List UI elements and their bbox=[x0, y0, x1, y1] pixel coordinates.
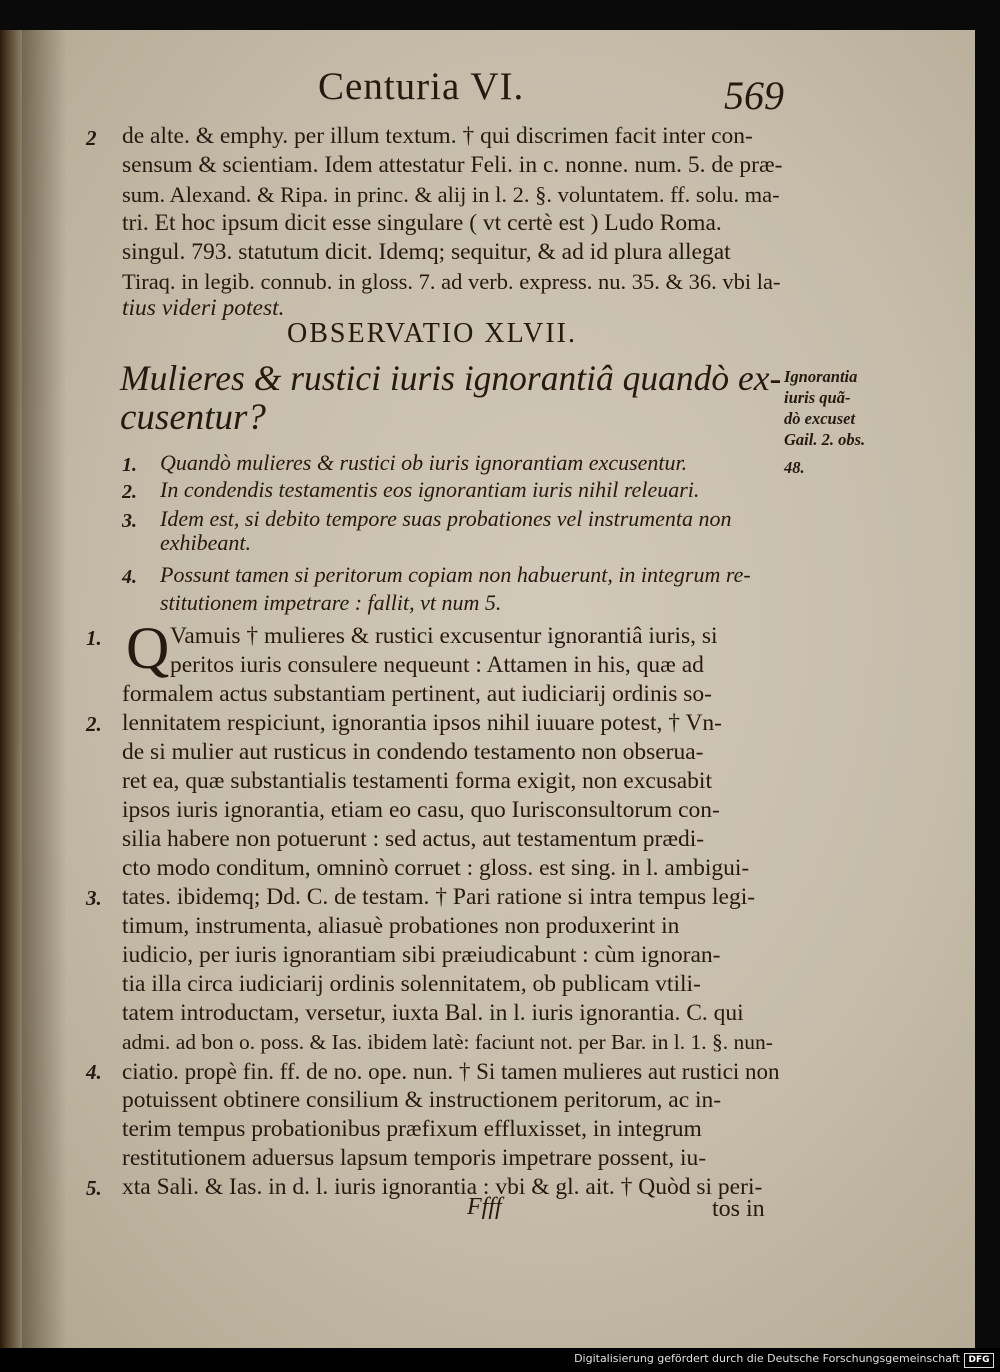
summary-line: Possunt tamen si peritorum copiam non habuerunt, in integrum re- bbox=[160, 562, 751, 587]
summary-number: 4. bbox=[122, 566, 137, 588]
side-note-line: Gail. 2. obs. bbox=[784, 430, 866, 449]
credit-bar bbox=[0, 1348, 1000, 1372]
body-line: cto modo conditum, omninò corruet : gloss. est sing. in l. ambigui- bbox=[122, 855, 750, 881]
headline-line: Mulieres & rustici iuris ignorantiâ quandò ex- bbox=[120, 358, 782, 398]
drop-cap: Q bbox=[126, 615, 170, 681]
body-line: tatem introductam, versetur, iuxta Bal. in l. iuris ignorantia. C. qui bbox=[122, 1000, 744, 1026]
body-line: timum, instrumenta, aliasuè probationes non produxerint in bbox=[122, 913, 680, 939]
margin-number: 5. bbox=[86, 1176, 102, 1200]
body-line: lennitatem respiciunt, ignorantia ipsos nihil iuuare potest, † Vn- bbox=[122, 710, 723, 736]
body-line: restitutionem aduersus lapsum temporis impetrare possent, iu- bbox=[122, 1145, 707, 1171]
text-line: tius videri potest. bbox=[122, 295, 285, 321]
text-line: de alte. & emphy. per illum textum. † qui discrimen facit inter con- bbox=[122, 123, 753, 149]
body-line: potuissent obtinere consilium & instructionem peritorum, ac in- bbox=[122, 1087, 722, 1113]
body-line: admi. ad bon o. poss. & Ias. ibidem latè: faciunt not. per Bar. in l. 1. §. nun- bbox=[122, 1030, 773, 1054]
spine-shadow bbox=[22, 30, 67, 1348]
body-line: silia habere non potuerunt : sed actus, aut testamentum prædi- bbox=[122, 826, 705, 852]
body-line: de si mulier aut rusticus in condendo testamento non obserua- bbox=[122, 739, 704, 765]
funding-credit: Digitalisierung gefördert durch die Deutsche Forschungsgemeinschaft bbox=[574, 1352, 960, 1365]
text-line: sensum & scientiam. Idem attestatur Feli. in c. nonne. num. 5. de præ- bbox=[122, 152, 783, 178]
margin-number: 2. bbox=[86, 712, 102, 736]
body-line: ipsos iuris ignorantia, etiam eo casu, quo Iurisconsultorum con- bbox=[122, 797, 720, 823]
text-line: singul. 793. statutum dicit. Idemq; sequitur, & ad id plura allegat bbox=[122, 239, 731, 265]
margin-number: 3. bbox=[86, 886, 102, 910]
dfg-logo: DFG bbox=[964, 1353, 994, 1368]
signature-mark: Ffff bbox=[467, 1194, 502, 1220]
summary-line: exhibeant. bbox=[160, 530, 252, 555]
body-line: peritos iuris consulere nequeunt : Attamen in his, quæ ad bbox=[170, 652, 704, 678]
body-line: formalem actus substantiam pertinent, aut iudiciarij ordinis so- bbox=[122, 681, 712, 707]
summary-number: 3. bbox=[122, 510, 137, 532]
summary-number: 1. bbox=[122, 454, 137, 476]
body-line: tia illa circa iudiciarij ordinis solennitatem, ob publicam vtili- bbox=[122, 971, 701, 997]
summary-number: 2. bbox=[122, 481, 137, 503]
body-line: tates. ibidemq; Dd. C. de testam. † Pari ratione si intra tempus legi- bbox=[122, 884, 756, 910]
section-title: OBSERVATIO XLVII. bbox=[287, 318, 578, 349]
text-line: sum. Alexand. & Ripa. in princ. & alij in l. 2. §. voluntatem. ff. solu. ma- bbox=[122, 182, 780, 207]
body-line: xta Sali. & Ias. in d. l. iuris ignorantia : vbi & gl. ait. † Quòd si peri- bbox=[122, 1174, 763, 1200]
side-note-line: iuris quã- bbox=[784, 388, 851, 407]
margin-number: 4. bbox=[86, 1060, 102, 1084]
book-page bbox=[22, 30, 975, 1348]
summary-line: stitutionem impetrare : fallit, vt num 5. bbox=[160, 590, 502, 615]
side-note-line: Ignorantia bbox=[784, 367, 858, 386]
body-line: terim tempus probationibus præfixum effluxisset, in integrum bbox=[122, 1116, 702, 1142]
body-line: ciatio. propè fin. ff. de no. ope. nun. † Si tamen mulieres aut rustici non bbox=[122, 1059, 780, 1084]
summary-line: In condendis testamentis eos ignorantiam iuris nihil releuari. bbox=[160, 477, 700, 502]
book-edge bbox=[0, 30, 22, 1348]
summary-line: Idem est, si debito tempore suas probationes vel instrumenta non bbox=[160, 506, 732, 531]
page-number: 569 bbox=[724, 73, 784, 118]
headline-line: cusentur? bbox=[120, 397, 266, 438]
summary-line: Quandò mulieres & rustici ob iuris ignorantiam excusentur. bbox=[160, 450, 688, 475]
text-line: Tiraq. in legib. connub. in gloss. 7. ad verb. express. nu. 35. & 36. vbi la- bbox=[122, 269, 781, 294]
side-note-line: 48. bbox=[784, 458, 805, 477]
running-header: Centuria VI. bbox=[318, 65, 525, 108]
side-note-line: dò excuset bbox=[784, 409, 856, 428]
catchword: tos in bbox=[712, 1196, 765, 1222]
body-line: iudicio, per iuris ignorantiam sibi præiudicabunt : cùm ignoran- bbox=[122, 942, 721, 968]
body-line: ret ea, quæ substantialis testamenti forma exigit, non excusabit bbox=[122, 768, 712, 794]
margin-number: 2 bbox=[86, 126, 97, 150]
body-line: Vamuis † mulieres & rustici excusentur ignorantiâ iuris, si bbox=[170, 623, 718, 649]
margin-number: 1. bbox=[86, 626, 102, 650]
text-line: tri. Et hoc ipsum dicit esse singulare ( vt certè est ) Ludo Roma. bbox=[122, 210, 722, 236]
